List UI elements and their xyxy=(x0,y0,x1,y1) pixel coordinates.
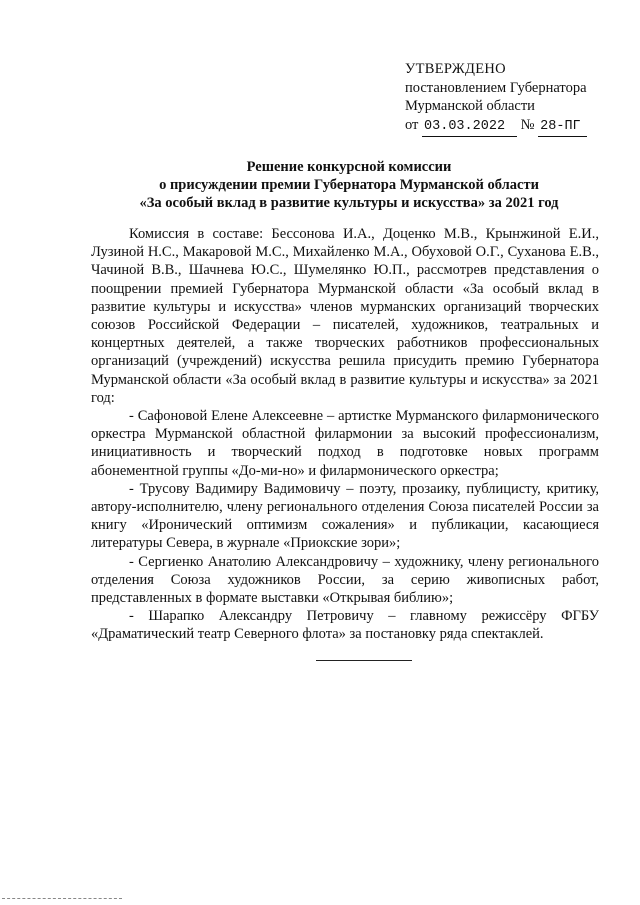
approval-line-1: постановлением Губернатора xyxy=(405,79,587,96)
document-body xyxy=(91,225,599,644)
date-prefix: от xyxy=(405,116,419,133)
approval-number: 28-ПГ xyxy=(538,118,587,138)
closing-divider xyxy=(316,660,412,661)
heading-line-2: о присуждении премии Губернатора Мурманской области xyxy=(159,177,539,193)
heading-line-1: Решение конкурсной комиссии xyxy=(246,159,452,175)
number-prefix: № xyxy=(520,116,535,133)
scan-edge-marks xyxy=(2,898,122,901)
award-item: - Сергиенко Анатолию Александровичу – художнику, члену регионального отделения Союза художников России, за серию живописных работ, представленных в формате выставки «Открывая библию»; xyxy=(91,553,599,607)
approval-line-2: Мурманской области xyxy=(405,98,535,114)
award-item: - Шарапко Александру Петровичу – главному режиссёру ФГБУ «Драматический театр Северного флота» за постановку ряда спектаклей. xyxy=(91,608,599,643)
approval-date: 03.03.2022 xyxy=(422,118,517,138)
document-heading xyxy=(90,158,608,212)
award-item: - Трусову Вадимиру Вадимовичу – поэту, прозаику, публицисту, критику, автору-исполнителю, члену регионального отделения Союза писателей России за книгу «Иронический оптимизм сожаления» и публикации, касающиеся литературы Севера, в журнале «Приокские зори»; xyxy=(91,480,599,552)
approval-stamp xyxy=(405,60,625,137)
approval-date-line xyxy=(405,116,625,138)
heading-line-3: «За особый вклад в развитие культуры и искусства» за 2021 год xyxy=(139,195,559,211)
commission-paragraph: Комиссия в составе: Бессонова И.А., Доценко М.В., Крынжиной Е.И., Лузиной Н.С., Макаровой М.С., Михайленко М.А., Обуховой О.Г., Суханова Е.В., Чачиной В.В., Шачнева Ю.С., Шумелянко Ю.П., рассмотрев представления о поощрении премией Губернатора Мурманской области «За особый вклад в развитие культуры и искусства» членов мурманских организаций творческих союзов Российской Федерации – писателей, художников, театральных и концертных деятелей, а также творческих работников профессиональных организаций (учреждений) искусства решила присудить премию Губернатора Мурманской области «За особый вклад в развитие культуры и искусства» за 2021 год: xyxy=(91,226,599,406)
approval-title: УТВЕРЖДЕНО xyxy=(405,61,506,77)
award-item: - Сафоновой Елене Алексеевне – артистке Мурманского филармонического оркестра Мурманской областной филармонии за высокий профессионализм, инициативность и творческий подход в подготовке новых программ абонементной группы «До-ми-но» и филармонического оркестра; xyxy=(91,408,599,479)
